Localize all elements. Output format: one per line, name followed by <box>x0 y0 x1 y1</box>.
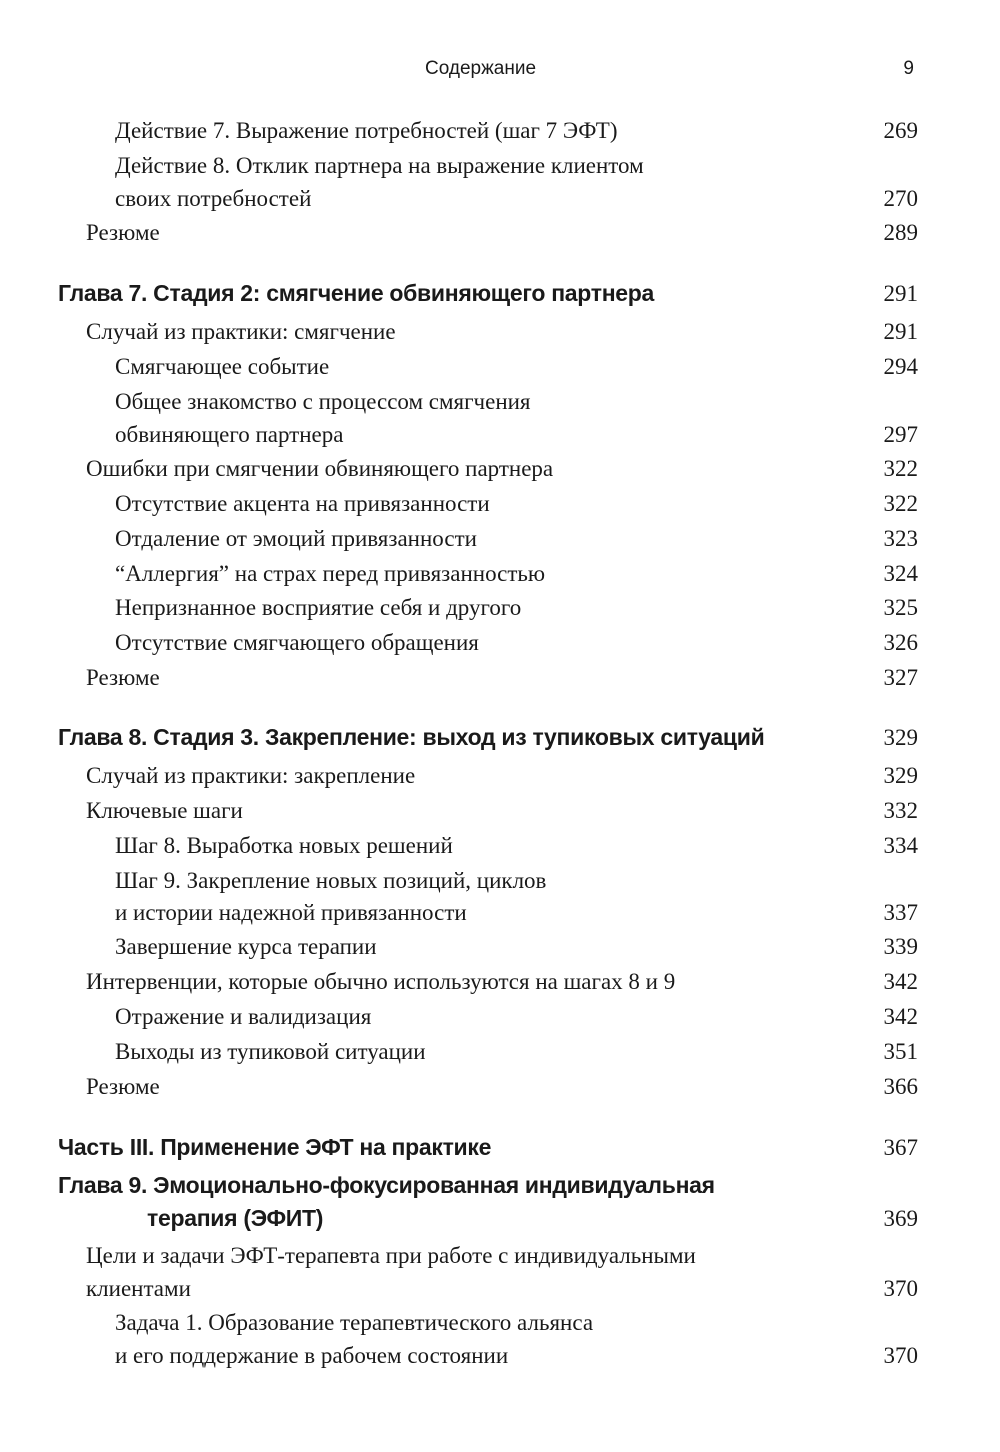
toc-entry-title: Случай из практики: закрепление <box>86 763 416 788</box>
chapter-title: Глава 7. Стадия 2: смягчение обвиняющего партнера <box>58 280 655 306</box>
toc-entry-page: 337 <box>883 900 918 925</box>
toc-entry-page: 334 <box>883 833 918 858</box>
chapter-page: 329 <box>883 725 918 750</box>
toc-entry-page: 270 <box>883 186 918 211</box>
toc-entry-page: 342 <box>883 969 918 994</box>
toc-entry-page: 289 <box>883 220 918 245</box>
toc-entry-page: 339 <box>883 934 918 959</box>
toc-entry-page: 370 <box>883 1343 918 1368</box>
toc-entry-title-line2: своих потребностей <box>115 186 312 211</box>
toc-entry-page: 323 <box>883 526 918 551</box>
toc-entry-title: Случай из практики: смягчение <box>86 319 396 344</box>
toc-entry-page: 297 <box>883 422 918 447</box>
toc-entry-page: 326 <box>883 630 918 655</box>
toc-entry-title: Отсутствие акцента на привязанности <box>115 491 490 516</box>
toc-entry-title: “Аллергия” на страх перед привязанностью <box>115 561 546 586</box>
toc-entry-title: Выходы из тупиковой ситуации <box>115 1039 426 1064</box>
toc-entry-page: 322 <box>883 456 918 481</box>
toc-entry-page: 325 <box>883 595 918 620</box>
toc-entry-title: Ошибки при смягчении обвиняющего партнера <box>86 456 554 481</box>
toc-entry-title-line2: и его поддержание в рабочем состоянии <box>115 1343 509 1368</box>
toc-entry-title: Смягчающее событие <box>115 354 330 379</box>
toc-entry-title-line1: Цели и задачи ЭФТ-терапевта при работе с индивидуальными <box>86 1243 696 1268</box>
toc-entry-title-line2: обвиняющего партнера <box>115 422 344 447</box>
running-head <box>0 56 1000 86</box>
toc-entry-title: Действие 7. Выражение потребностей (шаг 7 ЭФТ) <box>115 118 618 143</box>
part-page: 367 <box>883 1135 918 1160</box>
toc-entry-title: Шаг 8. Выработка новых решений <box>115 833 453 858</box>
toc-entry-title: Непризнанное восприятие себя и другого <box>115 595 522 620</box>
toc-entry-page: 332 <box>883 798 918 823</box>
toc-entry-title-line2: клиентами <box>86 1276 191 1301</box>
toc-entry-title: Интервенции, которые обычно используются на шагах 8 и 9 <box>86 969 676 994</box>
chapter-title: Глава 8. Стадия 3. Закрепление: выход из тупиковых ситуаций <box>58 724 765 750</box>
toc-entry-page: 291 <box>883 319 918 344</box>
toc-entry-page: 370 <box>883 1276 918 1301</box>
toc-entry-title: Завершение курса терапии <box>115 934 377 959</box>
toc-entry-page: 366 <box>883 1074 918 1099</box>
toc-entry-page: 327 <box>883 665 918 690</box>
toc-entry-page: 269 <box>883 118 918 143</box>
toc-entry-title: Резюме <box>86 665 160 690</box>
toc-entry-page: 324 <box>883 561 918 586</box>
toc-entry-title: Отражение и валидизация <box>115 1004 372 1029</box>
chapter-page: 369 <box>883 1206 918 1231</box>
toc-entry-title-line1: Общее знакомство с процессом смягчения <box>115 389 531 414</box>
toc-entry-title-line1: Задача 1. Образование терапевтического альянса <box>115 1310 594 1335</box>
toc-entry-page: 329 <box>883 763 918 788</box>
toc-entry-page: 351 <box>883 1039 918 1064</box>
toc-entry-page: 294 <box>883 354 918 379</box>
chapter-page: 291 <box>883 281 918 306</box>
toc-entry-page: 342 <box>883 1004 918 1029</box>
chapter-title-line1: Глава 9. Эмоционально-фокусированная индивидуальная <box>58 1172 715 1198</box>
page-number: 9 <box>903 58 914 79</box>
toc-entry-title: Отдаление от эмоций привязанности <box>115 526 477 551</box>
toc-entry-title-line2: и истории надежной привязанности <box>115 900 467 925</box>
toc-entry-title-line1: Действие 8. Отклик партнера на выражение клиентом <box>115 153 644 178</box>
toc-entry-title-line1: Шаг 9. Закрепление новых позиций, циклов <box>115 868 547 893</box>
toc-entry-title: Резюме <box>86 1074 160 1099</box>
part-title: Часть III. Применение ЭФТ на практике <box>58 1134 492 1160</box>
toc-entry-title: Ключевые шаги <box>86 798 243 823</box>
running-title: Содержание <box>425 58 537 79</box>
toc-entry-title: Отсутствие смягчающего обращения <box>115 630 479 655</box>
toc-entry-page: 322 <box>883 491 918 516</box>
toc-entry-title: Резюме <box>86 220 160 245</box>
chapter-title-line2: терапия (ЭФИТ) <box>147 1205 324 1231</box>
